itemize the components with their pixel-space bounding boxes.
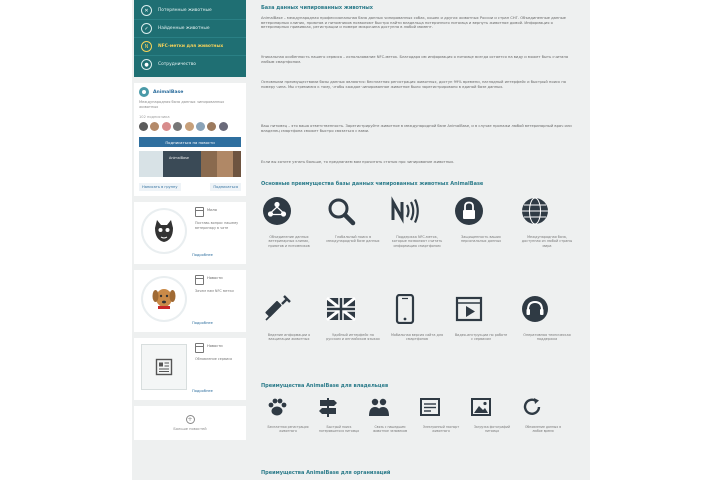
subscribe-button[interactable]: Подписаться на новости <box>139 137 241 147</box>
feature-label: Оперативная техническая поддержка <box>523 333 571 342</box>
read-more-paragraph: Если вы хотите узнать больше, то предлагаем вам прочитать статью про чипирование животных. <box>261 160 455 164</box>
benefits-paragraph: Основными преимуществами базы данных являются: бесплатная регистрация животных, доступ 99% времени, наглядный интерфейс и быстрый поиск по номеру чипа. Мы стремимся к тому, чтобы каждое чипированное животное было зарегистрировано в единой базе данных. <box>261 80 567 89</box>
news-card[interactable] <box>134 270 246 332</box>
calendar-icon <box>195 343 204 353</box>
globe-icon <box>520 196 550 226</box>
feature-label: Удобный интерфейс на русском и английском языках <box>326 333 380 342</box>
owner-benefit-label: Электронный паспорт животного <box>422 425 460 433</box>
nav-item-label: NFC-метки для животных <box>158 44 224 49</box>
subscriber-avatar[interactable] <box>219 122 228 131</box>
group-banner[interactable] <box>139 151 241 177</box>
owner-benefit <box>521 396 565 433</box>
calendar-icon <box>195 207 204 217</box>
plus-icon: + <box>187 416 193 423</box>
nav-item-partner[interactable] <box>134 56 246 73</box>
owner-benefit-label: Быстрый поиск потерявшегося питомца <box>318 425 360 433</box>
news-image <box>141 276 187 322</box>
owner-benefit-label: Бесплатная регистрация животного <box>267 425 309 433</box>
subscriber-avatar[interactable] <box>196 122 205 131</box>
more-news-button[interactable] <box>134 406 246 440</box>
subscriber-avatars <box>139 122 241 131</box>
support-icon <box>520 294 550 324</box>
owners-title: Преимущества AnimalBase для владельцев <box>261 383 389 389</box>
news-badge: Новости <box>207 344 223 348</box>
nav-item-lost[interactable] <box>134 2 246 20</box>
feature-item <box>454 294 508 342</box>
owner-benefit <box>470 396 514 433</box>
found-animal-icon: ✓ <box>141 23 152 34</box>
sidebar-nav <box>134 0 246 77</box>
group-description: Международная база данных чипированных животных <box>139 100 225 109</box>
subscriber-avatar[interactable] <box>150 122 159 131</box>
news-text: Зачем нам NFC метки <box>195 289 234 293</box>
feature-item <box>262 196 316 248</box>
document-icon <box>155 358 173 376</box>
card-icon <box>419 396 441 418</box>
cat-icon <box>141 208 187 254</box>
group-logo[interactable] <box>139 87 149 97</box>
owner-benefit <box>419 396 463 433</box>
nav-item-nfc[interactable] <box>134 38 246 56</box>
sidebar <box>134 0 246 480</box>
nfc-icon: N <box>141 41 152 52</box>
owner-benefit <box>266 396 310 433</box>
feature-item <box>390 294 444 342</box>
feature-label: Видео-инструкции по работе с сервисом <box>454 333 508 342</box>
syringe-icon <box>262 294 292 324</box>
subscriber-avatar[interactable] <box>173 122 182 131</box>
nav-item-label: Сотрудничество <box>158 62 196 67</box>
group-name[interactable]: AnimalBase <box>153 89 184 95</box>
page-title: База данных чипированных животных <box>261 5 374 11</box>
play-icon <box>454 294 484 324</box>
news-more-link[interactable]: Подробнее <box>192 321 213 325</box>
main-content <box>258 0 580 480</box>
nfc-paragraph: Уникальная особенность нашего сервиса – использование NFC-меток. Благодаря им информация о питомце всегда остается на виду и может быть считана любым смартфоном. <box>261 55 569 64</box>
feature-label: Объединение данных ветеринарных клиник, приютов и питомников <box>268 235 310 248</box>
feature-item <box>390 196 444 248</box>
news-image <box>141 344 187 390</box>
subscribers-count[interactable]: 102 подписчика <box>139 115 170 119</box>
more-news-label: Больше новостей <box>173 427 207 431</box>
nav-item-found[interactable] <box>134 20 246 38</box>
banner-caption: AnimalBase <box>169 156 189 160</box>
owner-benefit <box>368 396 412 433</box>
group-widget <box>134 83 246 196</box>
search-icon <box>326 196 356 226</box>
subscriber-avatar[interactable] <box>162 122 171 131</box>
write-to-group-button[interactable]: Написать в группу <box>139 183 181 191</box>
news-text: Поставь вопрос нашему ветеринару в чате <box>195 221 239 230</box>
news-card[interactable] <box>134 338 246 400</box>
refresh-icon <box>521 396 543 418</box>
smartphone-icon <box>390 294 420 324</box>
feature-item <box>454 196 508 244</box>
feature-item <box>262 294 316 342</box>
feature-label: Глобальный поиск в международной базе данных <box>326 235 380 244</box>
intro-paragraph: AnimalBase – международная профессиональная база данных чипированных собак, кошек и других животных России и стран СНГ. Объединенные данные ветеринарных клиник, приютов и питомников позволяют быстро найти владельца потерянного питомца и вернуть животное домой. Информация о ветеринарных прививках, регистрации и номере микрочипа доступна в любой момент. <box>261 16 566 30</box>
owner-benefit-label: Загрузка фотографий питомца <box>473 425 511 433</box>
people-icon <box>368 396 390 418</box>
news-badge: Мило <box>207 208 217 212</box>
news-badge: Новости <box>207 276 223 280</box>
lock-icon <box>454 196 484 226</box>
feature-label: Международная база, доступная из любой страны мира <box>521 235 573 248</box>
calendar-icon <box>195 275 204 285</box>
responsibility-paragraph: Ваш питомец – это ваша ответственность. Зарегистрируйте животное в международной базе AnimalBase, и в случае пропажи любой ветеринарный врач или владелец смартфона сможет быстро связаться с вами. <box>261 124 572 133</box>
nfc-icon <box>390 196 420 226</box>
partner-icon: ● <box>141 59 152 70</box>
feature-item <box>520 294 574 342</box>
news-text: Обновление сервиса <box>195 357 233 361</box>
uk-flag-icon <box>326 294 356 324</box>
feature-item <box>520 196 574 248</box>
owner-benefit-label: Обновление данных в любое время <box>524 425 562 433</box>
features-title: Основные преимущества базы данных чипированных животных AnimalBase <box>261 181 484 187</box>
feature-item <box>326 196 380 244</box>
orgs-title: Преимущества AnimalBase для организаций <box>261 470 391 476</box>
network-icon <box>262 196 292 226</box>
signpost-icon <box>317 396 339 418</box>
lost-animal-icon: ✕ <box>141 5 152 16</box>
news-image <box>141 208 187 254</box>
feature-label: Поддержка NFC-меток, которые позволяют считать информацию смартфоном <box>391 235 443 248</box>
photo-icon <box>470 396 492 418</box>
news-more-link[interactable]: Подробнее <box>192 389 213 393</box>
feature-item <box>326 294 380 342</box>
news-card[interactable] <box>134 202 246 264</box>
nav-item-label: Потерянные животные <box>158 8 212 13</box>
owner-benefit-label: Связь с нашедшим животное человеком <box>372 425 408 433</box>
subscriber-avatar[interactable] <box>185 122 194 131</box>
subscriber-avatar[interactable] <box>207 122 216 131</box>
subscriber-avatar[interactable] <box>139 122 148 131</box>
feature-label: Ведение информации о вакцинации животных <box>267 333 311 342</box>
news-more-link[interactable]: Подробнее <box>192 253 213 257</box>
nav-item-label: Найденные животные <box>158 26 210 31</box>
dog-icon <box>141 276 187 322</box>
follow-button[interactable]: Подписаться <box>210 183 241 191</box>
paw-icon <box>266 396 288 418</box>
feature-label: Мобильная версия сайта для смартфонов <box>390 333 444 342</box>
feature-label: Защищенность ваших персональных данных <box>460 235 502 244</box>
owner-benefit <box>317 396 361 433</box>
